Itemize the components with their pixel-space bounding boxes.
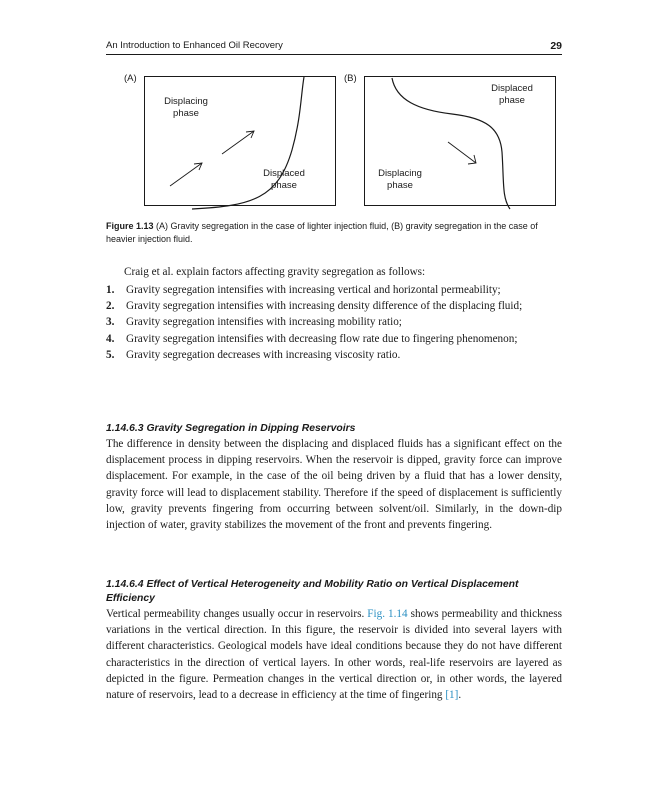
list-item-text: Gravity segregation intensifies with decreasing flow rate due to fingering phenomenon;: [126, 332, 518, 345]
list-item-text: Gravity segregation intensifies with increasing density difference of the displacing fluid;: [126, 300, 523, 313]
panel-a-arrow-lower: [170, 163, 202, 186]
list-item-number: 4.: [106, 332, 115, 345]
list-item-number: 1.: [106, 284, 115, 296]
caption-text: (A) Gravity segregation in the case of lighter injection fluid, (B) gravity segregation in the case of heavier injection fluid.: [106, 221, 538, 244]
panel-a-tag: (A): [124, 73, 137, 84]
list-item: [106, 314, 562, 330]
panel-b-displaced-label: Displaced phase: [491, 83, 533, 106]
figure-1-13: [118, 72, 558, 222]
section-1-paragraph: The difference in density between the displacing and displaced fluids has a significant effect on the displacement process in dipping reservoirs. When the reservoir is dipped, gravity force can improve displacement. For example, in the case of the oil being driven by a fluid that has a lower density, gravity force will lead to displacement stability. Therefore if the speed of displacement is sufficiently low, gravity prevents fingering from occurring between solvent/oil. Similarly, in the down-dip injection of water, gravity stabilizes the movement of the front and prevents fingering.: [106, 438, 562, 532]
panel-b-displacing-label: Displacing phase: [378, 168, 422, 191]
paragraph-text-middle: shows permeability and thickness variations in the vertical direction. In this figure, the reservoir is divided into several layers with different characteristics. Geological models have ideal conditions because they do not have different characteristics in the direction of vertical layers. In other words, real-life reservoirs are layered as depicted in the figure. Permeation changes in the vertical direction or, in other words, the layered nature of reservoirs, lead to a decrease in efficiency at the time of fingering: [106, 608, 562, 702]
list-item: [106, 298, 562, 314]
paragraph-text-end: .: [458, 689, 462, 702]
page-number: 29: [550, 40, 562, 52]
section-heading-1-14-6-4: 1.14.6.4 Effect of Vertical Heterogeneity and Mobility Ratio on Vertical Displacement Efficiency: [106, 579, 519, 604]
list-item-number: 2.: [106, 300, 115, 313]
panel-a-displaced-label: Displaced phase: [263, 168, 305, 191]
figure-1-14-link[interactable]: Fig. 1.14: [367, 608, 408, 620]
panel-a-drawing: [118, 72, 338, 218]
list-item: [106, 282, 562, 298]
factor-list: [106, 282, 562, 363]
header-rule: [106, 54, 562, 55]
intro-paragraph: Craig et al. explain factors affecting gravity segregation as follows:: [124, 266, 426, 278]
panel-a: [118, 72, 338, 218]
list-item-text: Gravity segregation intensifies with increasing vertical and horizontal permeability;: [126, 284, 501, 296]
section-heading-1-14-6-3: 1.14.6.3 Gravity Segregation in Dipping Reservoirs: [106, 423, 356, 434]
citation-link[interactable]: [1]: [445, 689, 459, 702]
section-2-paragraph: [106, 606, 562, 703]
paragraph-text-start: Vertical permeability changes usually occur in reservoirs.: [106, 608, 368, 620]
panel-a-displacing-label: Displacing phase: [164, 96, 208, 119]
list-item-number: 3.: [106, 316, 115, 329]
figure-caption: [106, 220, 562, 245]
panel-a-arrow-upper: [222, 131, 254, 154]
list-item-text: Gravity segregation intensifies with increasing mobility ratio;: [126, 316, 402, 329]
list-item-number: 5.: [106, 348, 115, 361]
list-item-text: Gravity segregation decreases with increasing viscosity ratio.: [126, 348, 401, 361]
caption-label: Figure 1.13: [106, 221, 154, 231]
list-item: [106, 347, 562, 363]
panel-b-arrow: [448, 142, 476, 164]
list-item: [106, 331, 562, 347]
panel-b: [338, 72, 558, 218]
panel-b-tag: (B): [344, 73, 357, 84]
running-title: An Introduction to Enhanced Oil Recovery: [106, 40, 283, 51]
